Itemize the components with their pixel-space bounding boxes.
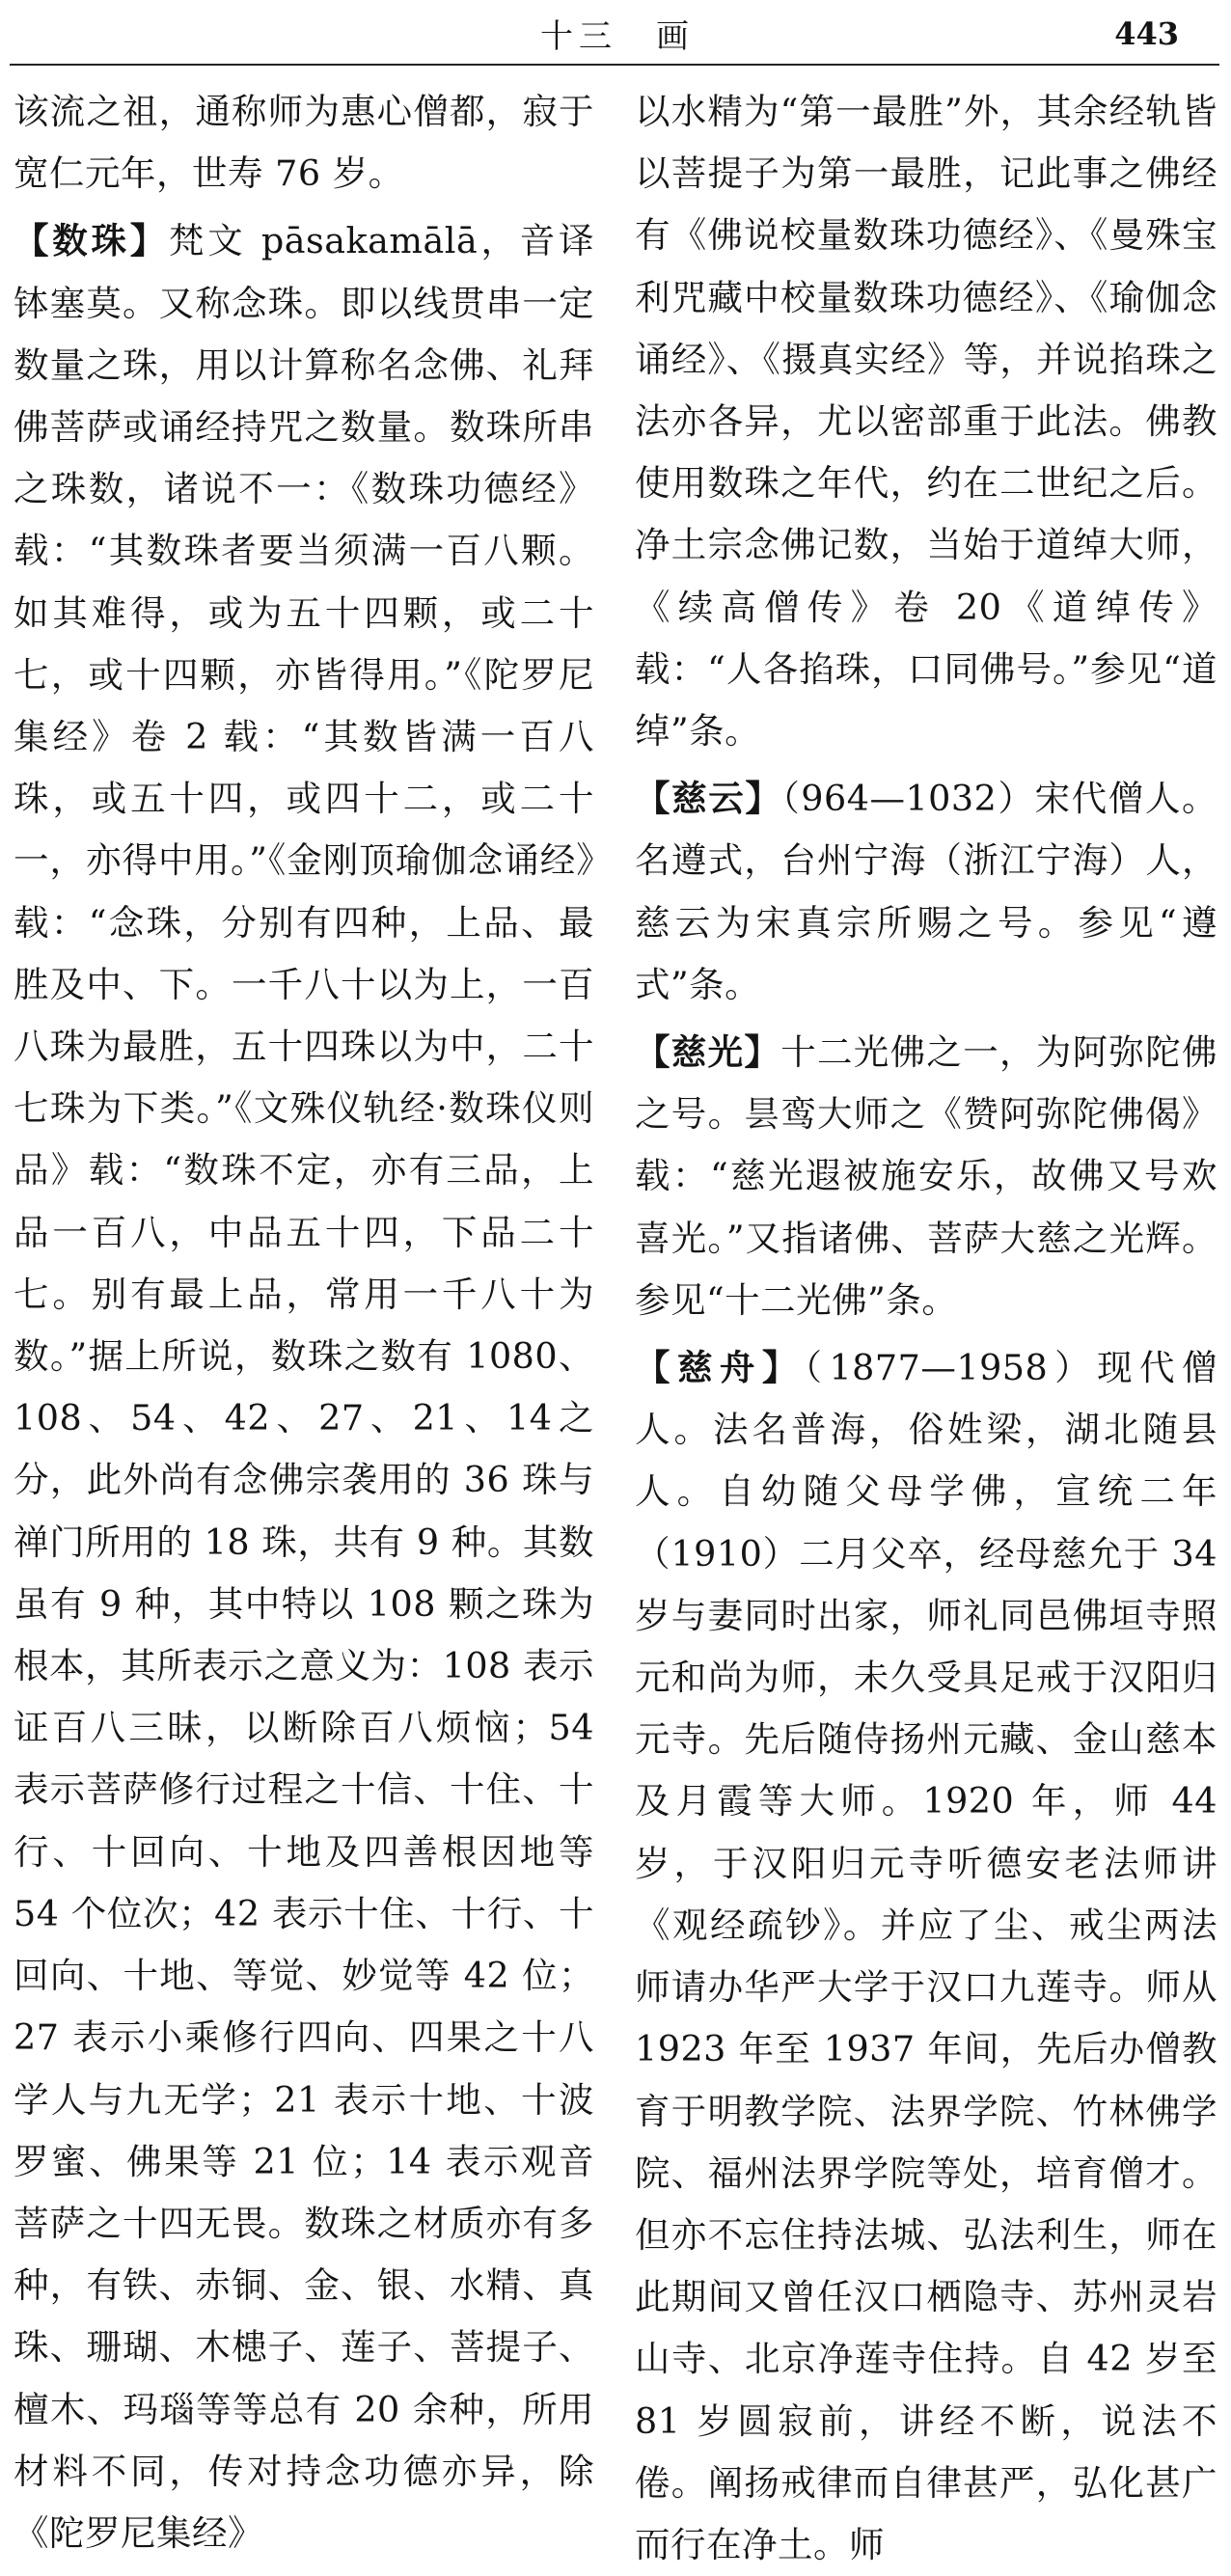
running-head: 十三 画 bbox=[540, 17, 695, 56]
entry-text: （1877—1958）现代僧人。法名普海，俗姓梁，湖北随县人。自幼随父母学佛，宣统二年（1910）二月父卒，经母慈允于 34 岁与妻同时出家，师礼同邑佛垣寺照元和尚为师，未久受具足戒于汉阳归元寺。先后随侍扬州元藏、金山慈本及月霞等大师。1920 年，师 44 岁，于汉阳归元寺听德安老法师讲《观经疏钞》。并应了尘、戒尘两法师请办华严大学于汉口九莲寺。师从1923 年至 1937 年间，先后办僧教育于明教学院、法界学院、竹林佛学院、福州法界学院等处，培育僧才。但亦不忘住持法城、弘法利生，师在此期间又曾任汉口栖隐寺、苏州灵岩山寺、北京净莲寺住持。自 42 岁至 81 岁圆寂前，讲经不断，说法不倦。阐扬戒律而自律甚严，弘化甚广而行在净土。师 bbox=[635, 1347, 1217, 2565]
page-header bbox=[0, 0, 1231, 69]
right-column bbox=[635, 81, 1217, 2576]
entry-headword: 【数珠】 bbox=[14, 220, 170, 262]
entry-ciyun bbox=[635, 768, 1217, 1016]
entry-text: 十二光佛之一，为阿弥陀佛之号。昙鸾大师之《赞阿弥陀佛偈》载：“慈光遐被施安乐，故佛又号欢喜光。”又指诸佛、菩萨大慈之光辉。参见“十二光佛”条。 bbox=[635, 1031, 1217, 1321]
continued-paragraph: 以水精为“第一最胜”外，其余经轨皆以菩提子为第一最胜，记此事之佛经有《佛说校量数珠功德经》、《曼殊宝利咒藏中校量数珠功德经》、《瑜伽念诵经》、《摄真实经》等，并说掐珠之法亦各异，尤以密部重于此法。佛教使用数珠之年代，约在二世纪之后。净土宗念佛记数，当始于道绰大师，《续高僧传》卷 20《道绰传》载：“人各掐珠，口同佛号。”参见“道绰”条。 bbox=[635, 91, 1217, 753]
page-number: 443 bbox=[1114, 15, 1179, 52]
continued-paragraph: 该流之祖，通称师为惠心僧都，寂于宽仁元年，世寿 76 岁。 bbox=[14, 91, 594, 195]
entry-text: （964—1032）宋代僧人。名遵式，台州宁海（浙江宁海）人，慈云为宋真宗所赐之号。参见“遵式”条。 bbox=[635, 778, 1217, 1005]
left-column bbox=[14, 81, 594, 2564]
entry-text: 梵文 pāsakamālā，音译钵塞莫。又称念珠。即以线贯串一定数量之珠，用以计算称名念佛、礼拜佛菩萨或诵经持咒之数量。数珠所串之珠数，诸说不一：《数珠功德经》载：“其数珠者要当须满一百八颗。如其难得，或为五十四颗，或二十七，或十四颗，亦皆得用。”《陀罗尼集经》卷 2 载：“其数皆满一百八珠，或五十四，或四十二，或二十一，亦得中用。”《金刚顶瑜伽念诵经》载：“念珠，分别有四种，上品、最胜及中、下。一千八十以为上，一百八珠为最胜，五十四珠以为中，二十七珠为下类。”《文殊仪轨经·数珠仪则品》载：“数珠不定，亦有三品，上品一百八，中品五十四，下品二十七。别有最上品，常用一千八十为数。”据上所说，数珠之数有 1080、108、54、42、27、21、14之分，此外尚有念佛宗袭用的 36 珠与禅门所用的 18 珠，共有 9 种。其数虽有 9 种，其中特以 108 颗之珠为根本，其所表示之意义为：108 表示证百八三昧，以断除百八烦恼；54 表示菩萨修行过程之十信、十住、十行、十回向、十地及四善根因地等 54 个位次；42 表示十住、十行、十回向、十地、等觉、妙觉等 42 位；27 表示小乘修行四向、四果之十八学人与九无学；21 表示十地、十波罗蜜、佛果等 21 位；14 表示观音菩萨之十四无畏。数珠之材质亦有多种，有铁、赤铜、金、银、水精、真珠、珊瑚、木槵子、莲子、菩提子、檀木、玛瑙等等总有 20 余种，所用材料不同，传对持念功德亦异，除《陀罗尼集经》 bbox=[14, 220, 594, 2554]
entry-cizhou bbox=[635, 1337, 1217, 2576]
header-rule bbox=[10, 64, 1219, 66]
entry-headword: 【慈光】 bbox=[635, 1031, 781, 1074]
entry-shuzhu bbox=[14, 210, 594, 2564]
entry-headword: 【慈云】 bbox=[635, 778, 782, 820]
entry-headword: 【慈舟】 bbox=[635, 1347, 805, 1389]
entry-ciguang bbox=[635, 1022, 1217, 1331]
